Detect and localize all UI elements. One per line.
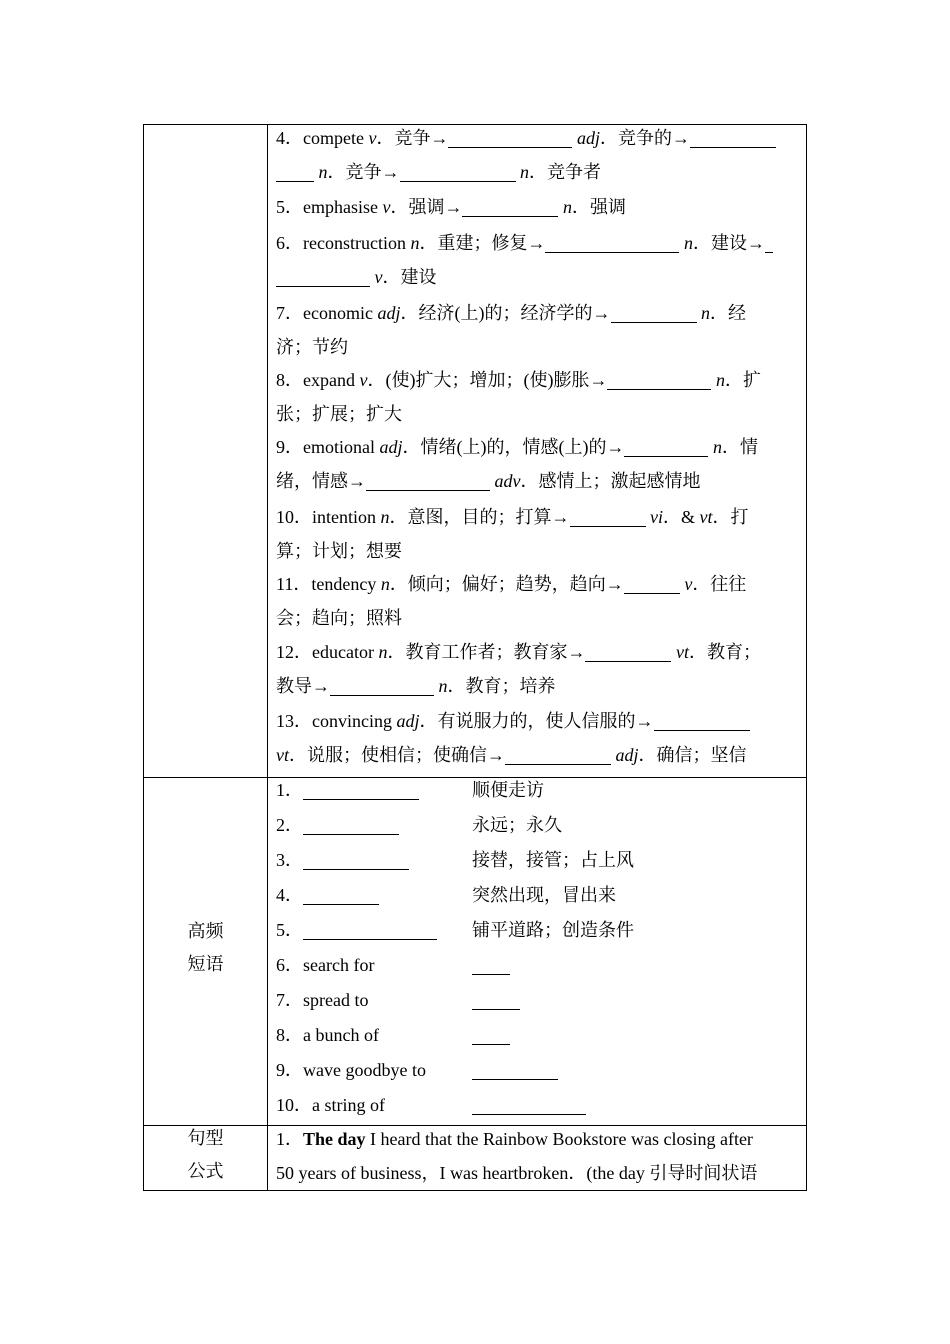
vocab-item-4-cont: n．竞争→ n．竞争者: [276, 155, 798, 189]
phrase-item: 7．spread to: [276, 983, 798, 1017]
answer-blank[interactable]: [303, 777, 419, 800]
worksheet-table: [143, 124, 807, 1191]
answer-blank[interactable]: [690, 125, 776, 148]
vocab-item-10-cont: 算；计划；想要: [276, 541, 402, 561]
vocab-item-13: 13．convincing adj．有说服力的，使人信服的→: [276, 704, 798, 738]
phrase-item: 3． 接替，接管；占上风: [276, 843, 798, 877]
vocab-item-6: 6．reconstruction n．重建；修复→ n．建设→: [276, 226, 798, 260]
vocab-item-11-cont: 会；趋向；照料: [276, 608, 402, 628]
answer-blank[interactable]: [303, 847, 409, 870]
answer-blank[interactable]: [303, 917, 437, 940]
answer-blank[interactable]: [545, 230, 679, 253]
vocab-item-12-cont: 教导→ n．教育；培养: [276, 669, 798, 703]
vocab-item-7-cont: 济；节约: [276, 337, 348, 357]
answer-blank[interactable]: [472, 987, 520, 1010]
answer-blank[interactable]: [400, 159, 516, 182]
phrase-item: 2． 永远；永久: [276, 808, 798, 842]
vocab-item-8-cont: 张；扩展；扩大: [276, 404, 402, 424]
answer-blank[interactable]: [624, 571, 680, 594]
answer-blank[interactable]: [765, 230, 773, 253]
patterns-category-label: 句型 公式: [187, 1128, 224, 1182]
vocab-item-13-cont: vt．说服；使相信；使确信→ adj．确信；坚信: [276, 738, 798, 772]
answer-blank[interactable]: [276, 159, 314, 182]
answer-blank[interactable]: [330, 673, 434, 696]
answer-blank[interactable]: [472, 1092, 586, 1115]
phrase-item: 9．wave goodbye to: [276, 1053, 798, 1087]
vocab-item-5: 5．emphasise v．强调→ n．强调: [276, 190, 798, 224]
vocab-item-12: 12．educator n．教育工作者；教育家→ vt．教育；: [276, 635, 798, 669]
answer-blank[interactable]: [472, 1022, 510, 1045]
vocab-item-9-cont: 绪，情感→ adv．感情上；激起感情地: [276, 464, 798, 498]
vocab-item-4: 4．compete v．竞争→ adj．竞争的→: [276, 121, 798, 155]
answer-blank[interactable]: [607, 367, 711, 390]
phrase-item: 1． 顺便走访: [276, 773, 798, 807]
answer-blank[interactable]: [462, 194, 558, 217]
phrase-item: 5． 铺平道路；创造条件: [276, 913, 798, 947]
answer-blank[interactable]: [303, 812, 399, 835]
vocab-item-10: 10．intention n．意图，目的；打算→ vi．& vt．打: [276, 500, 798, 534]
answer-blank[interactable]: [654, 708, 750, 731]
answer-blank[interactable]: [570, 504, 646, 527]
phrase-item: 6．search for: [276, 948, 798, 982]
column-divider: [267, 125, 268, 1190]
answer-blank[interactable]: [472, 952, 510, 975]
answer-blank[interactable]: [611, 300, 697, 323]
answer-blank[interactable]: [624, 434, 708, 457]
phrase-item: 4． 突然出现，冒出来: [276, 878, 798, 912]
answer-blank[interactable]: [303, 882, 379, 905]
pattern-item-1: 1．The day I heard that the Rainbow Bookstore was closing after: [276, 1129, 753, 1149]
vocab-item-11: 11．tendency n．倾向；偏好；趋势，趋向→ v．往往: [276, 567, 798, 601]
vocab-item-9: 9．emotional adj．情绪(上)的，情感(上)的→ n．情: [276, 430, 798, 464]
vocab-item-6-cont: v．建设: [276, 260, 798, 294]
answer-blank[interactable]: [505, 742, 611, 765]
vocab-item-8: 8．expand v．(使)扩大；增加；(使)膨胀→ n．扩: [276, 363, 798, 397]
answer-blank[interactable]: [585, 639, 671, 662]
answer-blank[interactable]: [366, 468, 490, 491]
phrase-item: 8．a bunch of: [276, 1018, 798, 1052]
answer-blank[interactable]: [448, 125, 572, 148]
answer-blank[interactable]: [276, 264, 370, 287]
vocab-item-7: 7．economic adj．经济(上)的；经济学的→ n．经: [276, 296, 798, 330]
phrases-category-label: 高频 短语: [187, 921, 224, 975]
answer-blank[interactable]: [472, 1057, 558, 1080]
pattern-item-1-cont: 50 years of business，I was heartbroken．(the day 引导时间状语: [276, 1163, 758, 1183]
phrase-item: 10．a string of: [276, 1088, 798, 1122]
